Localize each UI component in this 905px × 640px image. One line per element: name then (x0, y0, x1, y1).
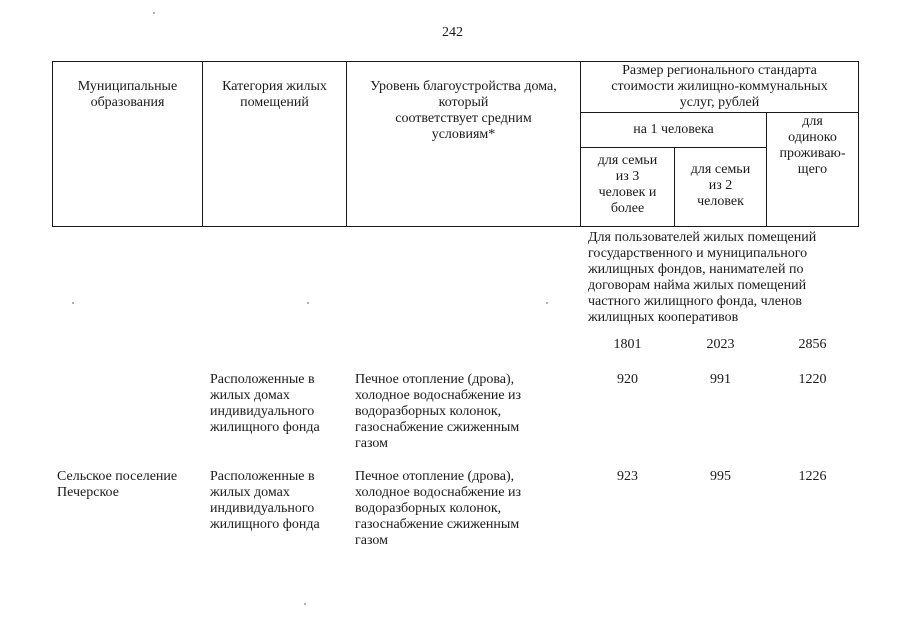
scan-speck (307, 302, 309, 304)
header-category: Категория жилых помещений (222, 79, 327, 110)
row-category: Расположенные в жилых домах индивидуального жилищного фонда (210, 469, 320, 532)
row-category: Расположенные в жилых домах индивидуального жилищного фонда (210, 372, 320, 435)
row-amenities: Печное отопление (дрова), холодное водоснабжение из водоразборных колонок, газоснабжение сжиженным газом (355, 469, 522, 548)
page-number: 242 (442, 25, 463, 40)
table-bottom-border (52, 226, 859, 227)
row-value-family2: 991 (710, 372, 731, 387)
header-family3: для семьи из 3 человек и более (597, 153, 658, 216)
header-standard: Размер регионального стандарта стоимости жилищно-коммунальных услуг, рублей (611, 63, 828, 110)
standard-subheader-line (580, 112, 859, 113)
summary-value-single: 2856 (798, 337, 827, 352)
header-single: для одиноко проживаю- щего (779, 114, 846, 177)
scan-speck (304, 603, 306, 605)
table-top-border (52, 61, 859, 62)
section-note: Для пользователей жилых помещений государственного и муниципального жилищных фондов, нанимателей по договорам найма жилых помещений частного жилищного фонда, членов жилищных кооперативов (588, 230, 817, 325)
row-value-single: 1220 (798, 372, 827, 387)
scan-speck (72, 302, 74, 304)
row-municipality: Сельское поселение Печерское (57, 469, 178, 500)
header-per-person: на 1 человека (633, 122, 714, 137)
header-family2: для семьи из 2 человек (690, 162, 751, 209)
summary-value-family2: 2023 (706, 337, 735, 352)
row-value-family3: 920 (617, 372, 638, 387)
row-amenities: Печное отопление (дрова), холодное водоснабжение из водоразборных колонок, газоснабжение сжиженным газом (355, 372, 522, 451)
row-value-family3: 923 (617, 469, 638, 484)
row-value-family2: 995 (710, 469, 731, 484)
scan-speck (153, 12, 155, 14)
header-amenities: Уровень благоустройства дома, который соответствует средним условиям* (370, 79, 557, 142)
header-municipality: Муниципальные образования (77, 79, 178, 110)
row-value-single: 1226 (798, 469, 827, 484)
scan-speck (546, 302, 548, 304)
summary-value-family3: 1801 (613, 337, 642, 352)
